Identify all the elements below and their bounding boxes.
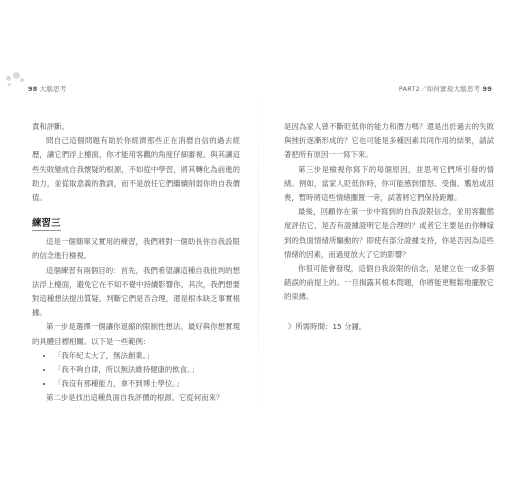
- section-heading: 練習三: [32, 215, 61, 231]
- list-item: • 「我年紀太大了，無法創業。」: [54, 349, 240, 363]
- left-page-body: [32, 120, 240, 406]
- right-page-number: 99: [482, 85, 492, 93]
- list-item: • 「我沒有那種能力，拿不到博士學位。」: [54, 377, 240, 391]
- paragraph: 你很可能會發現，這個自我設限的信念，是建立在一或多個錯誤的前提上的。一旦揭露其根本問題，你將能更輕鬆地擺脫它的束縛。: [284, 264, 494, 302]
- list-item: • 「我不夠自律，所以無法維持健康的飲食。」: [54, 363, 240, 377]
- left-page-number: 98: [28, 85, 38, 93]
- paragraph: 問自己這個問題有助於你經濟那些正在消磨自信的過去經歷，讓它們浮上檯面，你才能用客觀的角度仔細審視。與其讓這些失敗變成自我懷疑的根源，不如從中學習，將其轉化為前進的助力，並從取意義的教訓，而不是放任它們繼續削弱你的自我價值。: [32, 136, 240, 203]
- time-required-note: 》所需時間：15 分鐘。: [288, 321, 367, 331]
- paragraph: 這個練習有兩個目的：首先，我們希望讓這種自我批判的想法浮上檯面，避免它在不知不覺中持續影響你。其次，我們想要對這種想法提出質疑，判斷它們是否合理，還是根本缺乏事實根據。: [32, 265, 240, 318]
- paragraph: 第二步是找出這種負面自我評價的根源。它從何而來？: [46, 393, 224, 403]
- paragraph: 最後，回顧你在第一步中寫到的自我設限信念，並用客觀態度評估它，是否有證據證明它是合理的？或者它主要是由你轉嫁到的負面情緒所驅動的？即使有部分證據支持，你是否因為這些情緒的因素，而過度放大了它的影響？: [284, 207, 494, 259]
- left-page-header: [28, 84, 67, 93]
- paragraph: 第三步是檢視你寫下的每個原因，並思考它們所引發的情緒。例如，當家人貶低你時，你可能感到憤怒、受傷、尷尬或沮喪，暫時將這些情緒擱置一旁，試著將它們保持距離。: [284, 164, 494, 203]
- right-page-body: [284, 120, 494, 332]
- paragraph: 責和評斷。: [32, 122, 69, 131]
- paragraph: 這是一個簡單又實用的練習，我們將對一個助長你自我設限的信念進行檢視。: [32, 237, 240, 261]
- paragraph: 是因為家人曾不斷貶低你的能力和潛力嗎？還是出於過去的失敗與挫折逐漸形成的？它也可能是多種因素共同作用的結果，請試著把所有原因一一寫下來。: [284, 122, 494, 160]
- right-running-title: PART2／如何實現大腦思考: [398, 85, 481, 93]
- example-list: [32, 349, 240, 392]
- right-page-header: [399, 84, 492, 93]
- page-gutter: [258, 76, 259, 426]
- paragraph: 第一步是選擇一個讓你退縮的限制性想法。最好與你想實現的具體目標相關。以下是一些範例：: [32, 322, 240, 346]
- left-running-title: 大腦思考: [39, 85, 67, 93]
